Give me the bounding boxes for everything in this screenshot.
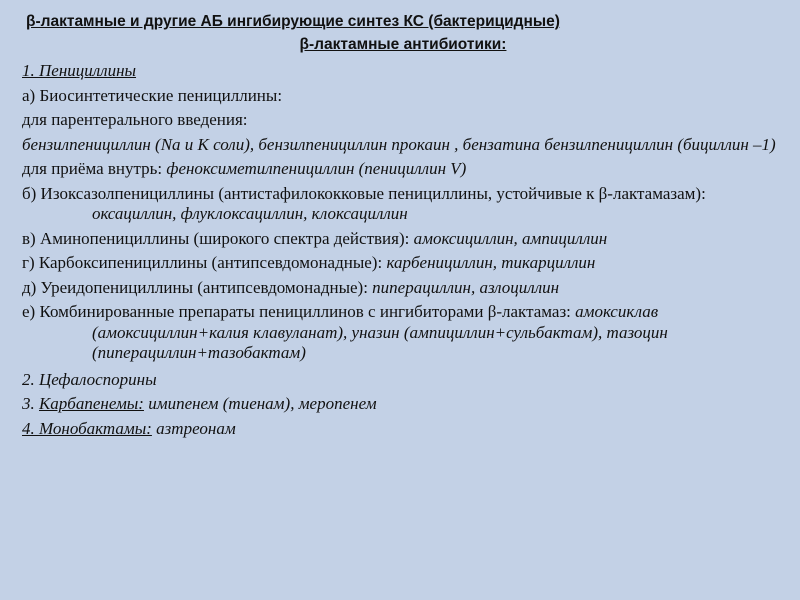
ureidopenicillins-label: д) Уреидопенициллины (антипсевдомонадные): bbox=[22, 277, 373, 297]
carboxypenicillins-label: г) Карбоксипенициллины (антипсевдомонадные): bbox=[22, 253, 387, 272]
isoxazolyl-penicillins bbox=[22, 184, 784, 225]
monobactams-title: Монобактамы: bbox=[39, 418, 152, 438]
slide-title: β-лактамные и другие АБ ингибирующие синтез КС (бактерицидные) bbox=[26, 13, 560, 30]
oral-drugs: феноксиметилпенициллин (пенициллин V) bbox=[166, 159, 467, 178]
carbapenems-number: 3. bbox=[22, 394, 39, 413]
penicillins-title-text: 1. Пенициллины bbox=[22, 61, 137, 80]
aminopenicillins-label: в) Аминопенициллины (широкого спектра действия): bbox=[22, 228, 414, 248]
ureidopenicillins-drugs: пиперациллин, азлоциллин bbox=[372, 277, 560, 297]
combined-penicillins bbox=[22, 302, 784, 364]
combined-drugs: амоксиклав (амоксициллин+калия клавуланат), уназин (ампициллин+сульбактам), тазоцин (пиперациллин+тазобактам) bbox=[92, 302, 668, 362]
carbapenems-title: Карбапенемы: bbox=[39, 394, 144, 413]
oral-line bbox=[22, 159, 784, 180]
section-cephalosporins: 2. Цефалоспорины bbox=[22, 369, 157, 389]
section-monobactams bbox=[22, 419, 784, 440]
ureidopenicillins bbox=[22, 278, 784, 299]
biosynthetic-penicillins-label: а) Биосинтетические пенициллины: bbox=[22, 85, 283, 105]
monobactams-number: 4. bbox=[22, 418, 39, 438]
parenteral-drugs: бензилпенициллин (Na и К соли), бензилпенициллин прокаин , бензатина бензилпенициллин (бициллин –1) bbox=[22, 134, 776, 154]
oral-label: для приёма внутрь: bbox=[22, 159, 167, 178]
isoxazolyl-label: б) Изоксазолпенициллины (антистафилококковые пенициллины, устойчивые к β-лактамазам): bbox=[22, 183, 706, 203]
aminopenicillins-drugs: амоксициллин, ампициллин bbox=[413, 228, 608, 248]
slide-subtitle: β-лактамные антибиотики: bbox=[299, 36, 507, 53]
monobactams-drugs: азтреонам bbox=[151, 418, 236, 438]
isoxazolyl-drugs: оксациллин, флуклоксациллин, клоксациллин bbox=[92, 204, 408, 223]
section-penicillins-title bbox=[22, 61, 784, 82]
combined-label: е) Комбинированные препараты пенициллинов с ингибиторами β-лактамаз: bbox=[22, 302, 576, 321]
section-carbapenems bbox=[22, 394, 784, 415]
carboxypenicillins-drugs: карбенициллин, тикарциллин bbox=[386, 253, 596, 272]
carbapenems-drugs: имипенем (тиенам), меропенем bbox=[143, 394, 377, 413]
parenteral-label: для парентерального введения: bbox=[22, 110, 248, 129]
aminopenicillins bbox=[22, 229, 784, 250]
carboxypenicillins bbox=[22, 253, 784, 274]
